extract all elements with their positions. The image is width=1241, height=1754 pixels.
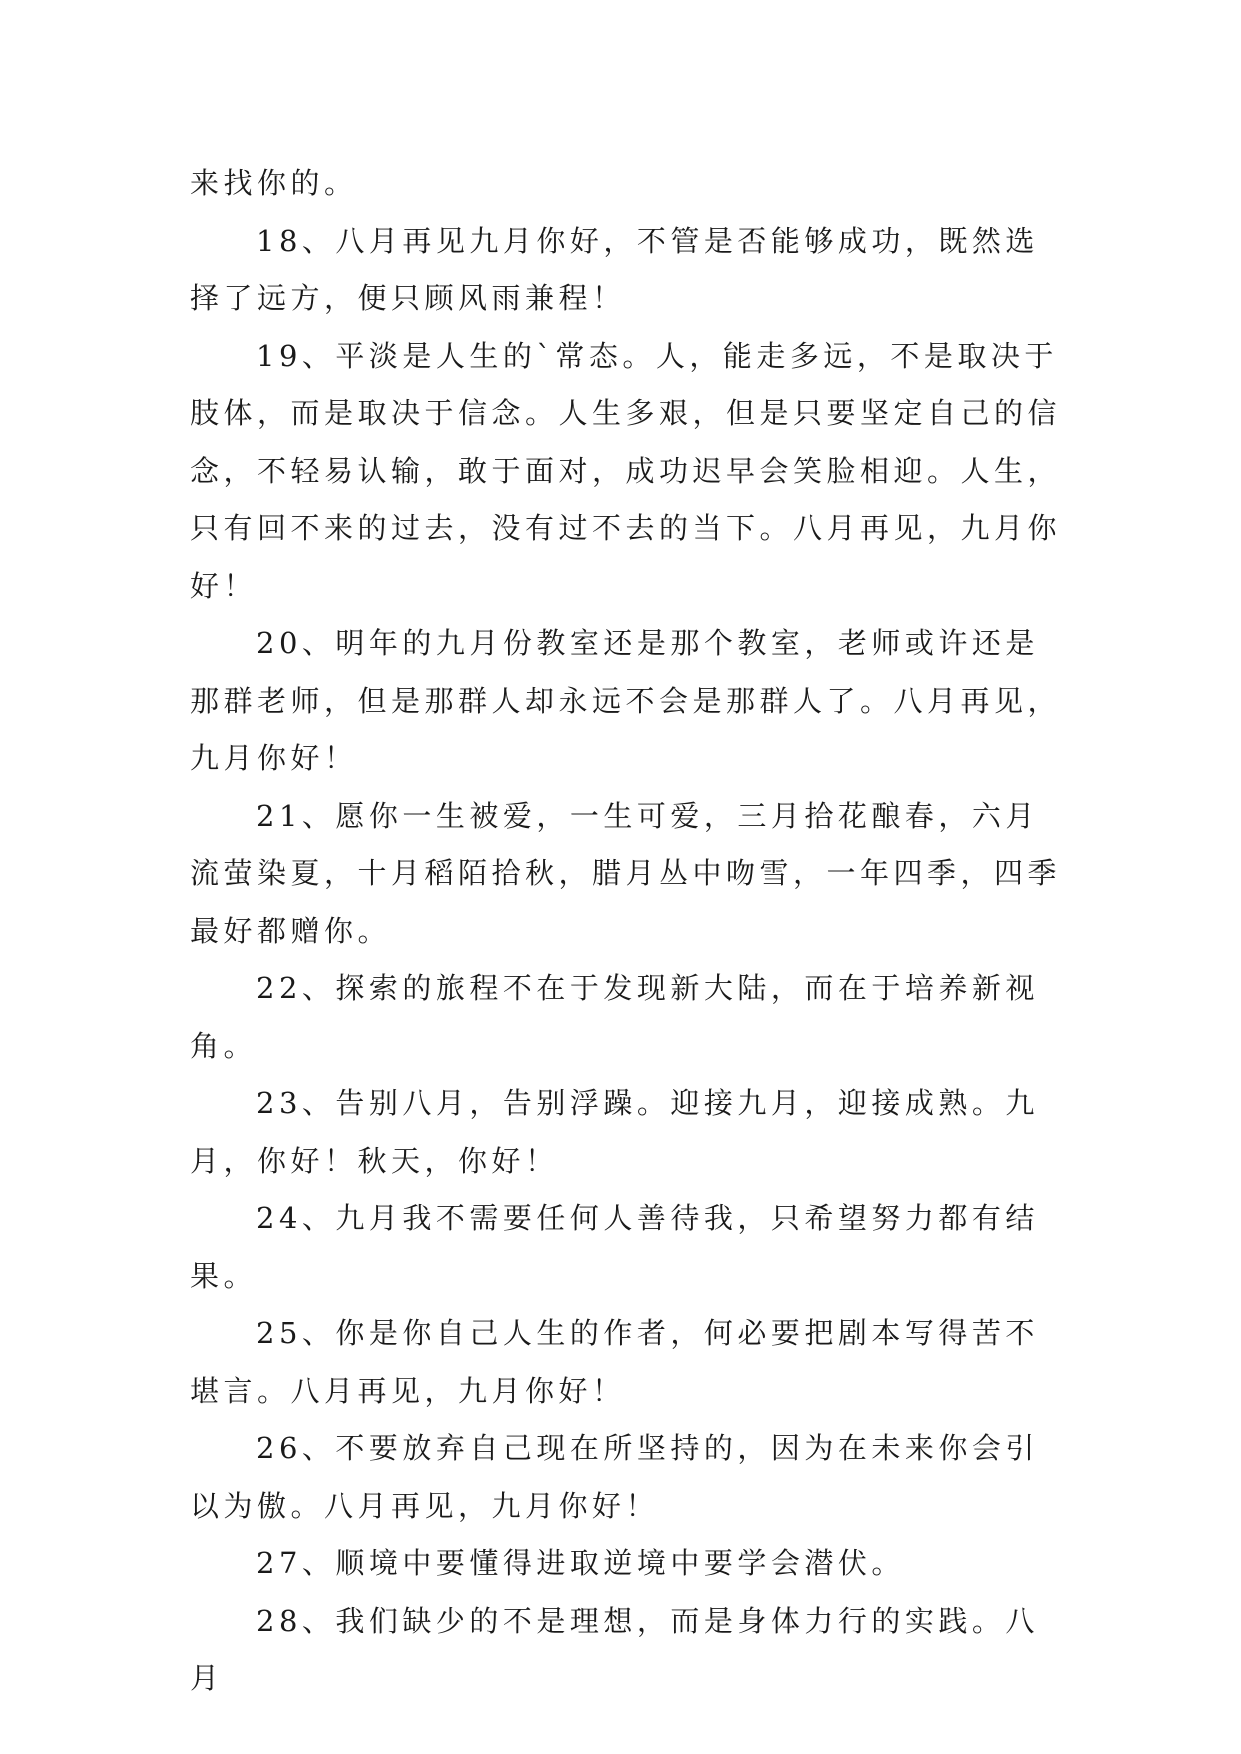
paragraph-continuation: 来找你的。 (190, 166, 358, 200)
paragraph-item-25: 25、你是你自己人生的作者，何必要把剧本写得苦不堪言。八月再见，九月你好！ (190, 1316, 1039, 1408)
paragraph-item-24: 24、九月我不需要任何人善待我，只希望努力都有结果。 (190, 1201, 1039, 1293)
paragraph-item-19: 19、平淡是人生的`常态。人，能走多远，不是取决于肢体，而是取决于信念。人生多艰，但是只要坚定自己的信念，不轻易认输，敢于面对，成功迟早会笑脸相迎。人生，只有回不来的过去，没有过不去的当下。八月再见，九月你好！ (190, 338, 1062, 603)
paragraph-item-27: 27、顺境中要懂得进取逆境中要学会潜伏。 (256, 1546, 905, 1580)
paragraph-item-23: 23、告别八月，告别浮躁。迎接九月，迎接成熟。九月，你好！秋天，你好！ (190, 1086, 1039, 1178)
paragraph-item-26: 26、不要放弃自己现在所坚持的，因为在未来你会引以为傲。八月再见，九月你好！ (190, 1431, 1039, 1523)
paragraph-item-21: 21、愿你一生被爱，一生可爱，三月拾花酿春，六月流萤染夏，十月稻陌拾秋，腊月丛中吻雪，一年四季，四季最好都赠你。 (190, 798, 1062, 948)
paragraph-item-20: 20、明年的九月份教室还是那个教室，老师或许还是那群老师，但是那群人却永远不会是那群人了。八月再见，九月你好！ (190, 626, 1062, 775)
paragraph-item-18: 18、八月再见九月你好，不管是否能够成功，既然选择了远方，便只顾风雨兼程！ (190, 223, 1039, 315)
paragraph-item-28: 28、我们缺少的不是理想，而是身体力行的实践。八月 (190, 1603, 1039, 1695)
document-body (190, 155, 1062, 1708)
paragraph-item-22: 22、探索的旅程不在于发现新大陆，而在于培养新视角。 (190, 971, 1039, 1063)
